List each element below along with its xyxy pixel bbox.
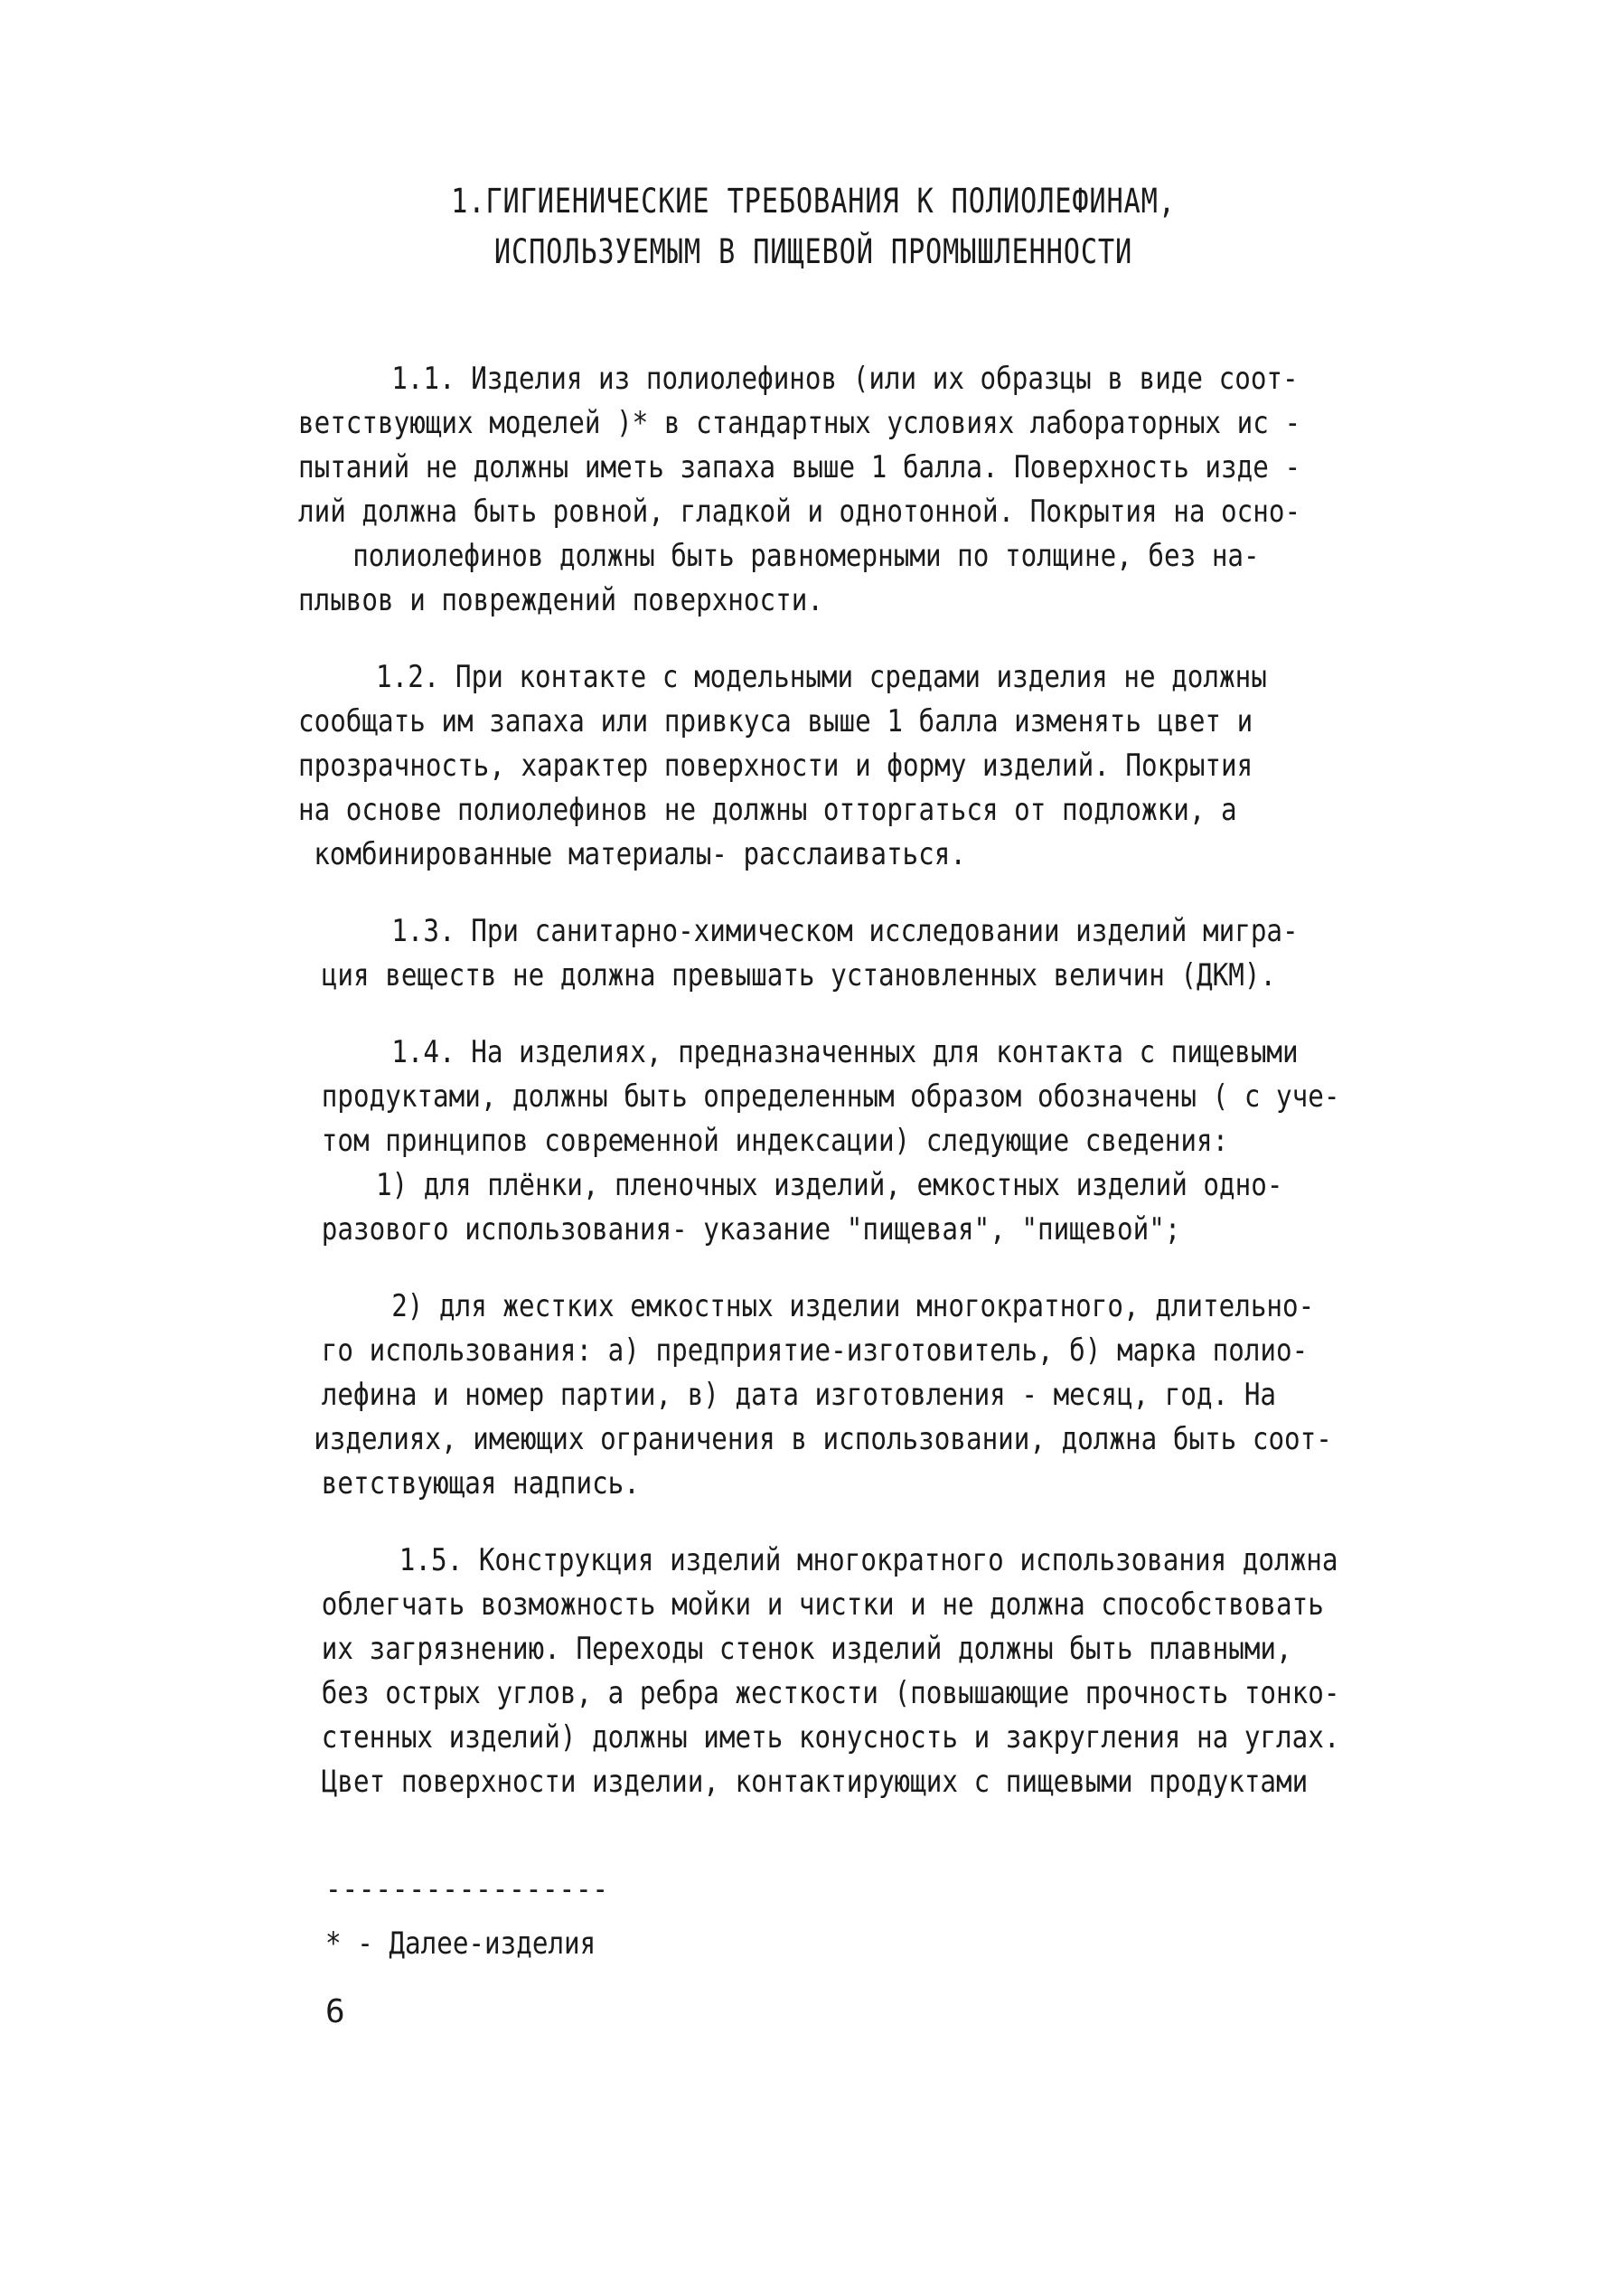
paragraph-line: их загрязнению. Переходы стенок изделий должны быть плавными,	[321, 1631, 1292, 1667]
paragraph-line: го использования: а) предприятие-изготовитель, б) марка полио-	[321, 1332, 1309, 1369]
paragraph-line: 1.3. При санитарно-химическом исследовании изделий мигра-	[391, 913, 1299, 949]
paragraph-line: лий должна быть ровной, гладкой и однотонной. Покрытия на осно-	[298, 494, 1301, 530]
paragraph-1-3	[298, 909, 1500, 998]
paragraph-line: изделиях, имеющих ограничения в использовании, должна быть соот-	[314, 1421, 1332, 1457]
paragraph-line: разового использования- указание "пищевая", "пищевой";	[321, 1211, 1181, 1247]
paragraph-line: 1.2. При контакте с модельными средами изделия не должны	[376, 659, 1267, 695]
paragraph-line: комбинированные материалы- расслаиваться.	[314, 836, 966, 872]
paragraph-line: облегчать возможность мойки и чистки и не должна способствовать	[321, 1586, 1324, 1623]
paragraph-1-4-item-2	[298, 1285, 1500, 1506]
footnote-separator: -----------------	[325, 1871, 609, 1907]
section-title-line-2: ИСПОЛЬЗУЕМЫМ В ПИЩЕВОЙ ПРОМЫШЛЕННОСТИ	[493, 232, 1133, 271]
paragraph-line: прозрачность, характер поверхности и форму изделий. Покрытия	[298, 748, 1253, 784]
paragraph-line: 1.1. Изделия из полиолефинов (или их образцы в виде соот-	[391, 361, 1299, 397]
paragraph-line: 1) для плёнки, пленочных изделий, емкостных изделий одно-	[376, 1167, 1283, 1203]
paragraph-line: на основе полиолефинов не должны отторгаться от подложки, а	[298, 792, 1237, 828]
paragraph-line: ветствующих моделей )* в стандартных условиях лабораторных ис -	[298, 405, 1301, 441]
page-number: 6	[325, 1993, 345, 2030]
paragraph-line: ция веществ не должна превышать установленных величин (ДКМ).	[321, 957, 1277, 993]
paragraph-line: ветствующая надпись.	[321, 1465, 640, 1502]
paragraph-line: плывов и повреждений поверхности.	[298, 582, 823, 618]
paragraph-line: лефина и номер партии, в) дата изготовления - месяц, год. На	[321, 1377, 1277, 1413]
paragraph-line: 1.5. Конструкция изделий многократного использования должна	[399, 1542, 1338, 1578]
section-title-line-1: 1.ГИГИЕНИЧЕСКИЕ ТРЕБОВАНИЯ К ПОЛИОЛЕФИНАМ,	[451, 182, 1176, 221]
paragraph-1-2	[298, 655, 1500, 877]
paragraph-1-5	[298, 1539, 1500, 1804]
paragraph-line: том принципов современной индексации) следующие сведения:	[321, 1123, 1229, 1159]
body-text	[298, 357, 1500, 1841]
paragraph-line: 2) для жестких емкостных изделии многократного, длительно-	[391, 1288, 1315, 1324]
paragraph-line: полиолефинов должны быть равномерными по толщине, без на-	[352, 538, 1260, 574]
paragraph-line: 1.4. На изделиях, предназначенных для контакта с пищевыми	[391, 1034, 1299, 1070]
paragraph-line: продуктами, должны быть определенным образом обозначены ( с уче-	[321, 1078, 1340, 1115]
footnote-text: * - Далее-изделия	[325, 1925, 596, 1962]
paragraph-1-1	[298, 357, 1500, 623]
paragraph-line: стенных изделий) должны иметь конусность и закругления на углах.	[321, 1719, 1340, 1756]
paragraph-line: без острых углов, а ребра жесткости (повышающие прочность тонко-	[321, 1675, 1340, 1711]
paragraph-1-4	[298, 1031, 1500, 1252]
paragraph-line: сообщать им запаха или привкуса выше 1 балла изменять цвет и	[298, 703, 1253, 739]
section-title	[369, 176, 1258, 278]
paragraph-line: Цвет поверхности изделии, контактирующих с пищевыми продуктами	[321, 1764, 1309, 1800]
paragraph-line: пытаний не должны иметь запаха выше 1 балла. Поверхность изде -	[298, 449, 1301, 485]
